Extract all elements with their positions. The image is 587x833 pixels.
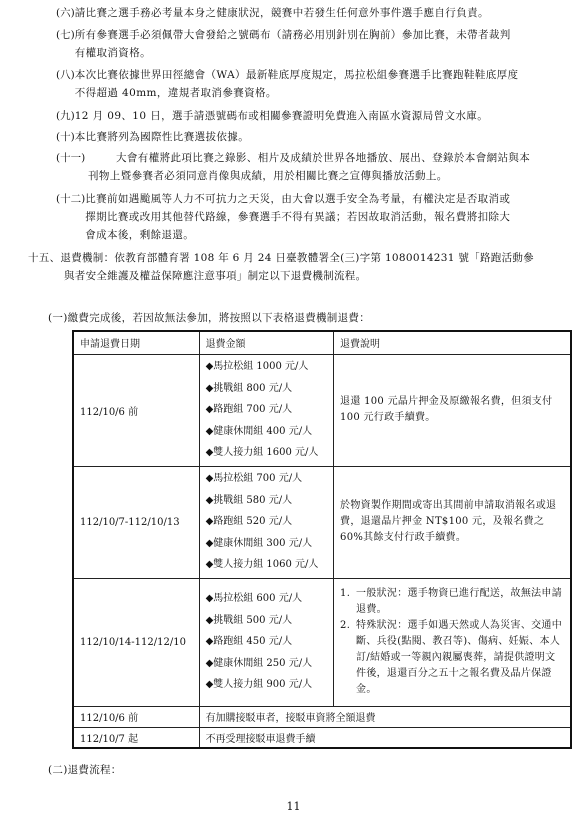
row-date: 112/10/6 前 bbox=[73, 354, 199, 466]
note-item-number: 2. bbox=[340, 620, 351, 631]
rule-marker: (六) bbox=[56, 7, 75, 19]
rule-marker: (八) bbox=[56, 69, 75, 81]
amount-item: ◆雙人接力組 1060 元/人 bbox=[205, 559, 319, 571]
table-row bbox=[73, 466, 571, 578]
rule-text-line: 不得超過 40mm，違規者取消參賽資格。 bbox=[74, 87, 277, 99]
amount-item: ◆健康休閒組 300 元/人 bbox=[205, 537, 313, 549]
rule-text-line: 所有參賽選手必須佩帶大會發給之號碼布（請務必用別針別在胸前）參加比賽，未帶者裁判 bbox=[74, 29, 511, 41]
amount-list bbox=[206, 468, 327, 576]
rule-text-line: 請比賽之選手務必考量本身之健康狀況，競賽中若發生任何意外事件選手應自行負責。 bbox=[74, 7, 489, 19]
section-text-line: 退費機制：依教育部體育署 108 年 6 月 24 日臺教體署全(三)字第 1080014231 號「路跑活動參 bbox=[60, 252, 534, 264]
rule-12 bbox=[56, 190, 572, 244]
subsection-2-heading: (二)退費流程： bbox=[48, 764, 122, 776]
row-note: 於物資製作期間或寄出其間前申請取消報名或退費，退還晶片押金 NT$100 元，及報名費之 60%其餘支付行政手續費。 bbox=[334, 466, 571, 578]
header-date: 申請退費日期 bbox=[73, 331, 199, 354]
rule-11 bbox=[56, 149, 572, 185]
note-item-text: 一般狀況：選手物資已進行配送，故無法申請退費。 bbox=[356, 588, 563, 615]
rule-text-line: 會成本後，剩餘退還。 bbox=[85, 229, 195, 241]
amount-list bbox=[206, 588, 327, 696]
table-row-shuttle bbox=[73, 727, 571, 748]
refund-table bbox=[72, 330, 572, 749]
amount-list bbox=[206, 356, 327, 464]
section-marker: 十五、 bbox=[28, 252, 61, 264]
row-note bbox=[334, 578, 571, 706]
note-item-number: 1. bbox=[340, 588, 351, 599]
row-date: 112/10/7-112/10/13 bbox=[73, 466, 199, 578]
table-header-row bbox=[73, 331, 571, 354]
table-row bbox=[73, 354, 571, 466]
row-date: 112/10/6 前 bbox=[73, 706, 199, 727]
rule-marker: (十一) bbox=[56, 152, 86, 164]
row-note: 退還 100 元晶片押金及原繳報名費，但須支付 100 元行政手續費。 bbox=[334, 354, 571, 466]
rule-9 bbox=[56, 107, 572, 125]
rule-8 bbox=[56, 66, 572, 102]
section-15 bbox=[28, 249, 576, 285]
row-shuttle-note: 不再受理接駁車退費手續 bbox=[199, 727, 571, 748]
row-date: 112/10/14-112/12/10 bbox=[73, 578, 199, 706]
rule-text-line: 有權取消資格。 bbox=[74, 47, 152, 59]
table-row bbox=[73, 578, 571, 706]
amount-item: ◆挑戰組 800 元/人 bbox=[205, 382, 293, 394]
row-shuttle-note: 有加購接駁車者，接駁車資將全額退費 bbox=[199, 706, 571, 727]
header-note: 退費說明 bbox=[334, 331, 571, 354]
section-text-line: 與者安全維護及權益保障應注意事項」制定以下退費機制流程。 bbox=[64, 270, 367, 282]
amount-item: ◆挑戰組 500 元/人 bbox=[205, 614, 293, 626]
note-item bbox=[340, 586, 564, 618]
header-amount: 退費金額 bbox=[199, 331, 333, 354]
rule-marker: (九) bbox=[56, 110, 75, 122]
amount-item: ◆挑戰組 580 元/人 bbox=[205, 494, 293, 506]
rule-marker: (十二) bbox=[56, 193, 86, 205]
amount-item: ◆健康休閒組 250 元/人 bbox=[205, 657, 313, 669]
amount-item: ◆雙人接力組 900 元/人 bbox=[205, 679, 313, 691]
amount-item: ◆馬拉松組 1000 元/人 bbox=[205, 361, 309, 373]
amount-item: ◆路跑組 450 元/人 bbox=[205, 636, 293, 648]
amount-item: ◆馬拉松組 700 元/人 bbox=[205, 473, 303, 485]
rule-text-line: 本次比賽依據世界田徑總會（WA）最新鞋底厚度規定，馬拉松組參賽選手比賽跑鞋鞋底厚度 bbox=[74, 69, 519, 81]
amount-item: ◆路跑組 520 元/人 bbox=[205, 516, 293, 528]
amount-item: ◆雙人接力組 1600 元/人 bbox=[205, 447, 319, 459]
rule-7 bbox=[56, 26, 572, 62]
rule-10 bbox=[56, 128, 572, 146]
rule-text-line: 刊物上暨參賽者必須同意肖像與成績，用於相關比賽之宣傳與播放活動上。 bbox=[88, 170, 448, 182]
amount-item: ◆路跑組 700 元/人 bbox=[205, 404, 293, 416]
note-item bbox=[340, 618, 564, 698]
amount-item: ◆馬拉松組 600 元/人 bbox=[205, 593, 303, 605]
rule-text-line: 比賽前如遇颱風等人力不可抗力之天災，由大會以選手安全為考量，有權決定是否取消或 bbox=[85, 193, 511, 205]
amount-item: ◆健康休閒組 400 元/人 bbox=[205, 425, 313, 437]
note-item-text: 特殊狀況：選手如遇天然或人為災害、交通中斷、兵役(點閱、教召等)、傷病、妊娠、本人訂/結婚或一等親內親屬喪葬，請提供證明文件後，退還百分之五十之報名費及晶片保證金。 bbox=[356, 620, 563, 695]
rule-marker: (七) bbox=[56, 29, 75, 41]
rule-text-line: 12 月 09、10 日，選手請憑號碼布或相關參賽證明免費進入南區水資源局曾文水庫。 bbox=[74, 110, 489, 122]
table-row-shuttle bbox=[73, 706, 571, 727]
row-date: 112/10/7 起 bbox=[73, 727, 199, 748]
subsection-1-heading: (一)繳費完成後，若因故無法參加，將按照以下表格退費機制退費： bbox=[48, 312, 370, 324]
rule-text-line: 大會有權將此項比賽之錄影、相片及成績於世界各地播放、展出、登錄於本會網站與本 bbox=[116, 152, 531, 164]
rule-text-line: 擇期比賽或改用其他替代路線，參賽選手不得有異議；若因故取消活動，報名費將扣除大 bbox=[85, 211, 511, 223]
rule-text-line: 本比賽將列為國際性比賽選拔依據。 bbox=[74, 131, 250, 143]
note-list bbox=[340, 586, 564, 698]
page-number: 11 bbox=[286, 800, 301, 813]
rule-marker: (十) bbox=[56, 131, 75, 143]
rule-6 bbox=[56, 4, 572, 22]
